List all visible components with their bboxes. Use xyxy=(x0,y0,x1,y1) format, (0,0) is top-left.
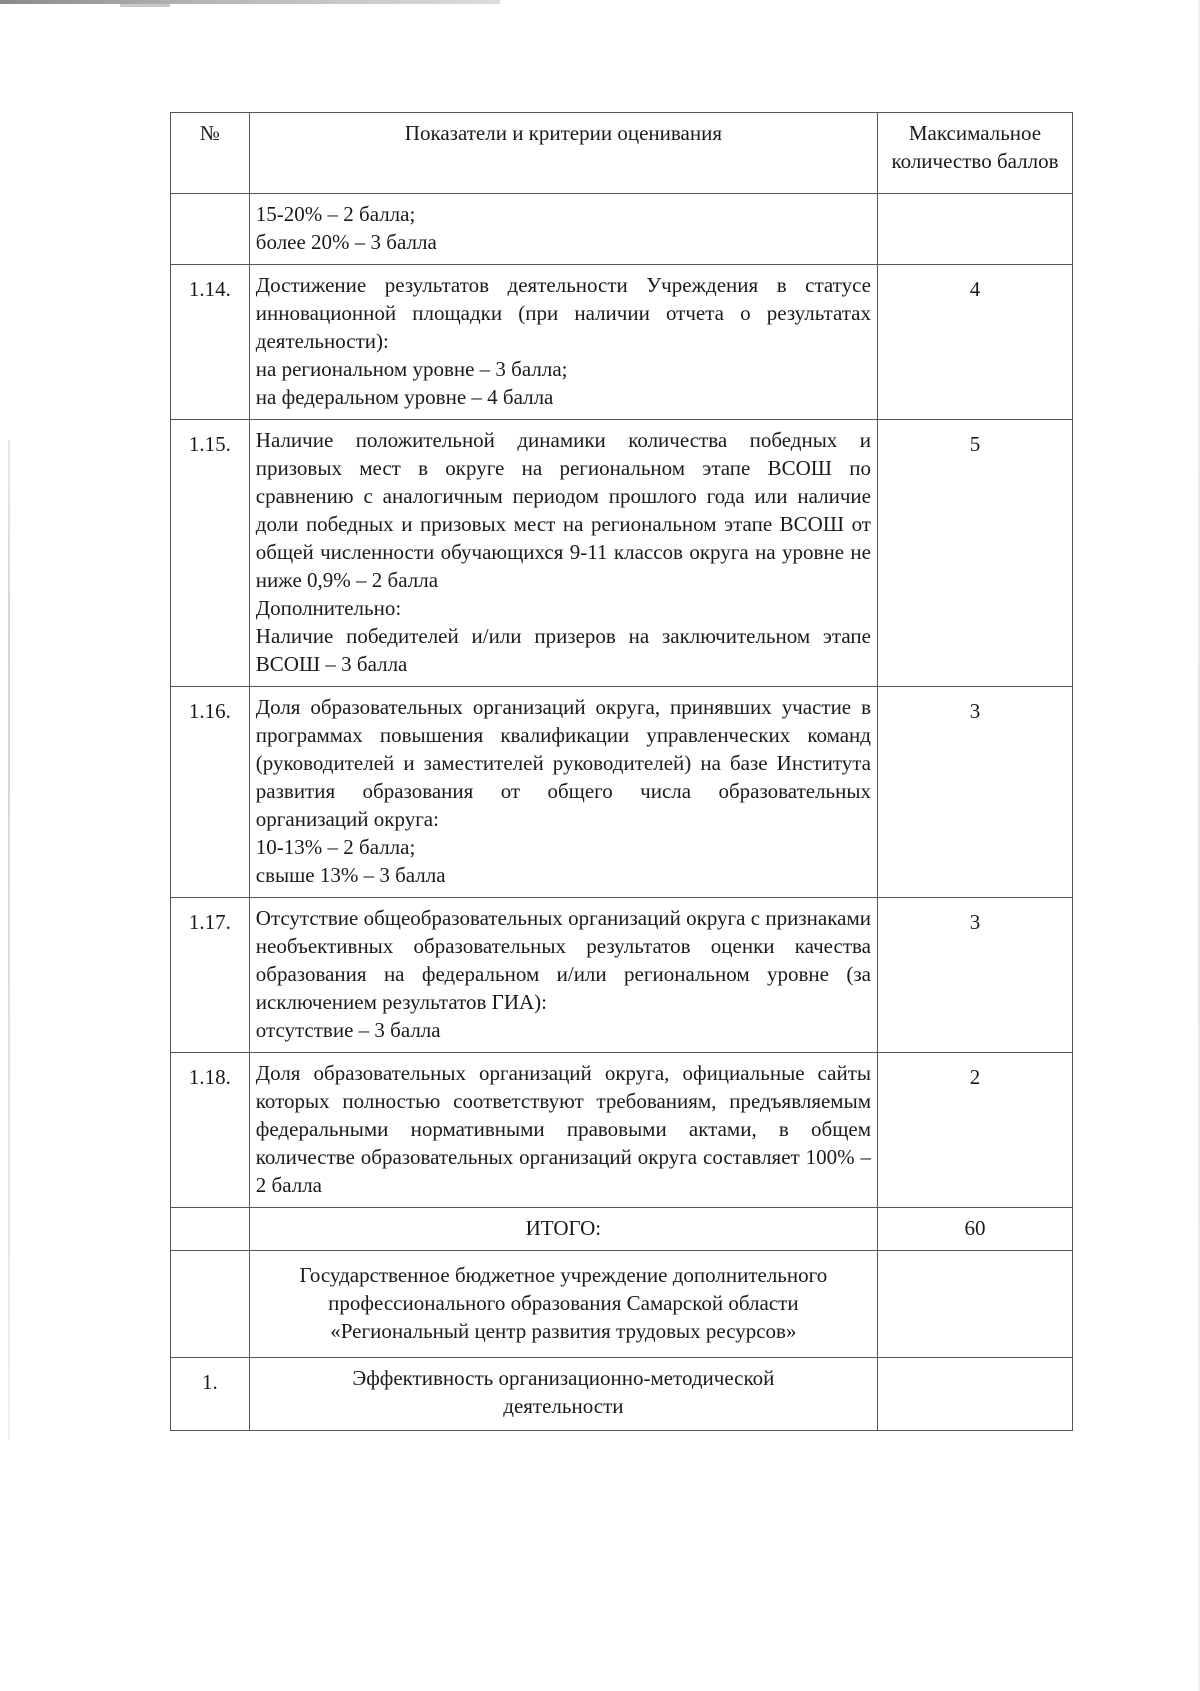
row-criteria xyxy=(249,265,877,420)
row-criteria xyxy=(249,420,877,687)
criteria-text: Отсутствие общеобразовательных организаций округа с признаками необъективных образовательных результатов оценки качества образования на федеральном и/или региональном уровне (за исключением результатов ГИА): xyxy=(255,906,871,1014)
institution-name: Государственное бюджетное учреждение дополнительного профессионального образования Самарской области «Региональный центр развития трудовых ресурсов» xyxy=(249,1251,877,1358)
institution-row xyxy=(171,1251,1073,1358)
section-row xyxy=(171,1358,1073,1431)
section-max-cell xyxy=(877,1358,1072,1431)
section-num: 1. xyxy=(171,1358,250,1431)
institution-max-cell xyxy=(877,1251,1072,1358)
criteria-text: Достижение результатов деятельности Учреждения в статусе инновационной площадки (при наличии отчета о результатах деятельности): xyxy=(255,273,871,353)
row-criteria xyxy=(249,687,877,898)
scan-edge-mark xyxy=(0,0,500,4)
row-max: 4 xyxy=(877,265,1072,420)
row-max: 3 xyxy=(877,898,1072,1053)
row-max: 3 xyxy=(877,687,1072,898)
institution-num-cell xyxy=(171,1251,250,1358)
row-num: 1.17. xyxy=(171,898,250,1053)
total-value: 60 xyxy=(877,1208,1072,1251)
table-row xyxy=(171,194,1073,265)
criteria-line: более 20% – 3 балла xyxy=(255,230,437,254)
table-row xyxy=(171,898,1073,1053)
row-num: 1.16. xyxy=(171,687,250,898)
row-num: 1.14. xyxy=(171,265,250,420)
row-max: 5 xyxy=(877,420,1072,687)
criteria-table xyxy=(170,112,1073,1431)
criteria-line: свыше 13% – 3 балла xyxy=(255,863,446,887)
criteria-text: Наличие победителей и/или призеров на заключительном этапе ВСОШ – 3 балла xyxy=(255,624,871,676)
criteria-text: Доля образовательных организаций округа, принявших участие в программах повышения квалификации управленческих команд (руководителей и заместителей руководителей) на базе Института развития образования от общего числа образовательных организаций округа: xyxy=(255,695,871,831)
section-title: Эффективность организационно-методической деятельности xyxy=(249,1358,877,1431)
row-max: 2 xyxy=(877,1053,1072,1208)
total-label: ИТОГО: xyxy=(249,1208,877,1251)
criteria-line: Дополнительно: xyxy=(255,596,402,620)
row-num: 1.18. xyxy=(171,1053,250,1208)
row-criteria xyxy=(249,1053,877,1208)
table-row xyxy=(171,687,1073,898)
table-row xyxy=(171,265,1073,420)
table-row xyxy=(171,420,1073,687)
criteria-text: Наличие положительной динамики количества победных и призовых мест в округе на региональном этапе ВСОШ по сравнению с аналогичным периодом прошлого года или наличие доли победных и призовых мест на региональном этапе ВСОШ от общей численности обучающихся 9-11 классов округа на уровне не ниже 0,9% – 2 балла xyxy=(255,428,871,592)
criteria-text: Доля образовательных организаций округа, официальные сайты которых полностью соответствуют требованиям, предъявляемым федеральными нормативными правовыми актами, в общем количестве образовательных организаций округа составляет 100% – 2 балла xyxy=(255,1061,871,1197)
header-max: Максимальное количество баллов xyxy=(877,113,1072,194)
header-criteria: Показатели и критерии оценивания xyxy=(249,113,877,194)
criteria-line: на федеральном уровне – 4 балла xyxy=(255,385,554,409)
criteria-line: отсутствие – 3 балла xyxy=(255,1018,441,1042)
row-num: 1.15. xyxy=(171,420,250,687)
row-criteria xyxy=(249,898,877,1053)
table-header-row xyxy=(171,113,1073,194)
criteria-line: на региональном уровне – 3 балла; xyxy=(255,357,568,381)
row-num xyxy=(171,194,250,265)
criteria-line: 15-20% – 2 балла; xyxy=(255,202,416,226)
criteria-line: 10-13% – 2 балла; xyxy=(255,835,416,859)
table-row xyxy=(171,1053,1073,1208)
header-num: № xyxy=(171,113,250,194)
scan-edge-mark xyxy=(8,440,10,1440)
row-max xyxy=(877,194,1072,265)
total-row xyxy=(171,1208,1073,1251)
row-criteria xyxy=(249,194,877,265)
total-num-cell xyxy=(171,1208,250,1251)
scan-edge-mark xyxy=(120,4,170,7)
